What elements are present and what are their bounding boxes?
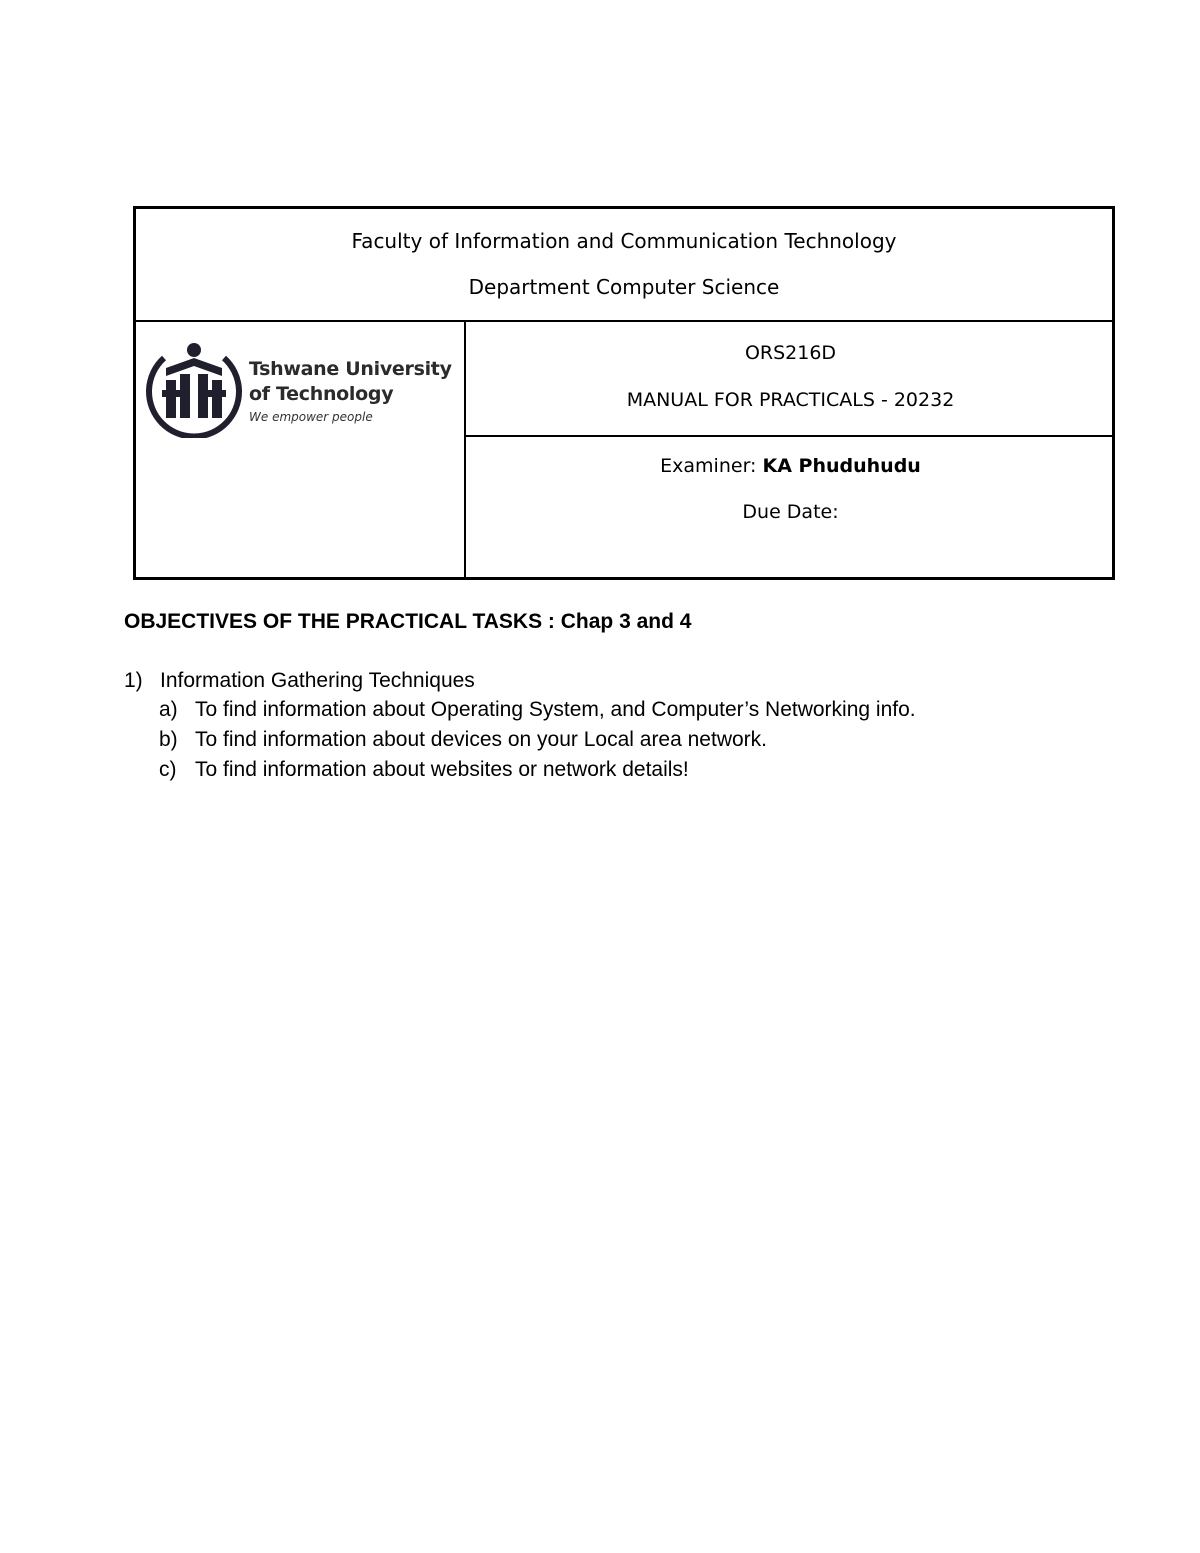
course-cell [466, 322, 1115, 437]
course-code: ORS216D [744, 342, 837, 364]
list-marker: b) [159, 728, 178, 751]
due-date-label: Due Date: [742, 501, 839, 523]
list-subitem [159, 698, 916, 722]
examiner-line [466, 455, 1115, 477]
department-name: Department Computer Science [468, 275, 780, 299]
list-subitem-text: To find information about Operating System, and Computer’s Networking info. [195, 698, 916, 721]
list-marker: 1) [124, 669, 143, 692]
faculty-name: Faculty of Information and Communication Technology [351, 229, 897, 253]
university-logo-icon [144, 338, 244, 438]
logo-cell [136, 322, 466, 577]
examiner-cell [466, 437, 1115, 577]
list-subitem-text: To find information about websites or network details! [195, 758, 689, 781]
header-table [133, 206, 1115, 580]
examiner-name: KA Phuduhudu [762, 455, 921, 477]
list-item [124, 669, 475, 693]
list-subitem [159, 728, 767, 752]
list-subitem-text: To find information about devices on your Local area network. [195, 728, 767, 751]
faculty-row [136, 209, 1112, 322]
logo-name-line1: Tshwane University [249, 358, 452, 380]
examiner-label: Examiner: [660, 455, 757, 477]
list-marker: a) [159, 698, 178, 721]
list-subitem [159, 758, 689, 782]
logo-name-line2: of Technology [249, 383, 394, 405]
list-item-text: Information Gathering Techniques [160, 669, 475, 692]
list-marker: c) [159, 758, 177, 781]
manual-title: MANUAL FOR PRACTICALS - 20232 [626, 389, 955, 411]
objectives-heading: OBJECTIVES OF THE PRACTICAL TASKS : Chap 3 and 4 [124, 610, 692, 633]
logo-tagline: We empower people [249, 410, 373, 424]
